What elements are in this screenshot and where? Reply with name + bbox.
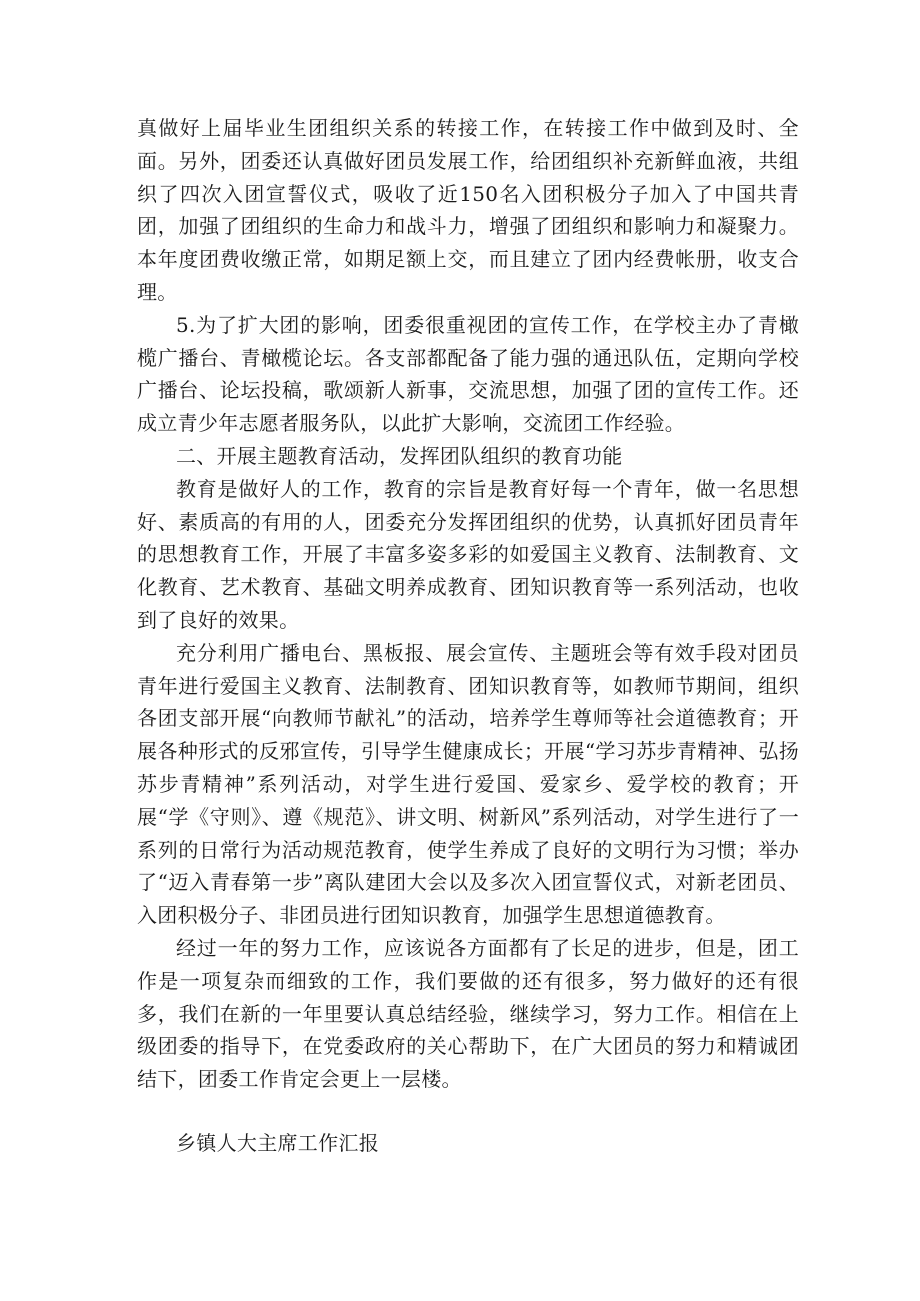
next-document-title: 乡镇人大主席工作汇报 bbox=[176, 1130, 379, 1155]
paragraph-education-activities: 充分利用广播电台、黑板报、展会宣传、主题班会等有效手段对团员青年进行爱国主义教育、法制教育、团知识教育等，如教师节期间，组织各团支部开展“向教师节献礼”的活动，培养学生尊师等社会道德教育；开展各种形式的反邪宣传，引导学生健康成长；开展“学习苏步青精神、弘扬苏步青精神”系列活动，对学生进行爱国、爱家乡、爱学校的教育；开展“学《守则》、遵《规范》、讲文明、树新风”系列活动，对学生进行了一系列的日常行为活动规范教育，使学生养成了良好的文明行为习惯；举办了“迈入青春第一步”离队建团大会以及多次入团宣誓仪式，对新老团员、入团积极分子、非团员进行团知识教育，加强学生思想道德教育。 bbox=[137, 640, 799, 928]
paragraph-continuation: 真做好上届毕业生团组织关系的转接工作，在转接工作中做到及时、全面。另外，团委还认真做好团员发展工作，给团组织补充新鲜血液，共组织了四次入团宣誓仪式，吸收了近150名入团积极分子加入了中国共青团，加强了团组织的生命力和战斗力，增强了团组织和影响力和凝聚力。本年度团费收缴正常，如期足额上交，而且建立了团内经费帐册，收支合理。 bbox=[137, 116, 799, 304]
paragraph-publicity: 5.为了扩大团的影响，团委很重视团的宣传工作，在学校主办了青橄榄广播台、青橄榄论坛。各支部都配备了能力强的通迅队伍，定期向学校广播台、论坛投稿，歌颂新人新事，交流思想，加强了团的宣传工作。还成立青少年志愿者服务队，以此扩大影响，交流团工作经验。 bbox=[137, 312, 799, 436]
paragraph-conclusion: 经过一年的努力工作，应该说各方面都有了长足的进步，但是，团工作是一项复杂而细致的工作，我们要做的还有很多，努力做好的还有很多，我们在新的一年里要认真总结经验，继续学习，努力工作。相信在上级团委的指导下，在党委政府的关心帮助下，在广大团员的努力和精诚团结下，团委工作肯定会更上一层楼。 bbox=[137, 935, 799, 1092]
section-heading: 二、开展主题教育活动，发挥团队组织的教育功能 bbox=[176, 443, 623, 468]
paragraph-education-purpose: 教育是做好人的工作，教育的宗旨是教育好每一个青年，做一名思想好、素质高的有用的人，团委充分发挥团组织的优势，认真抓好团员青年的思想教育工作，开展了丰富多姿多彩的如爱国主义教育、法制教育、文化教育、艺术教育、基础文明养成教育、团知识教育等一系列活动，也收到了良好的效果。 bbox=[137, 476, 799, 632]
document-body bbox=[137, 112, 799, 1160]
section-spacer bbox=[137, 1096, 799, 1127]
